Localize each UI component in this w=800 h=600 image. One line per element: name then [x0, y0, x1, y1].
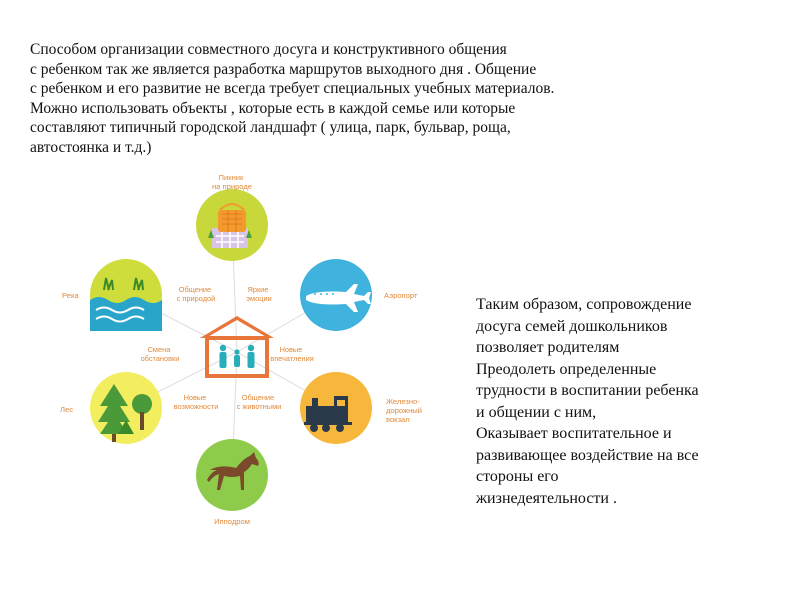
hippodrome-node: [196, 439, 268, 526]
forest-node: [60, 372, 162, 444]
conclusion-line: жизнедеятельности .: [476, 489, 617, 507]
intro-line: составляют типичный городской ландшафт ( улица, парк, бульвар, роща,: [30, 119, 511, 136]
conclusion-line: развивающее воздействие на все: [476, 446, 699, 464]
intro-line: Способом организации совместного досуга и конструктивного общения: [30, 41, 507, 58]
intro-line: Можно использовать объекты , которые есть в каждой семье или которые: [30, 99, 516, 117]
intro-line: автостоянка и т.д.): [30, 138, 152, 156]
conclusion-line: Таким образом, сопровождение: [476, 296, 692, 313]
benefit-emotions-label: Яркие эмоции: [246, 285, 272, 303]
railway-label: Железно- дорожный вокзал: [386, 397, 422, 424]
airport-node: [300, 259, 418, 331]
conclusion-line: стороны его: [476, 468, 559, 485]
railway-node: [300, 372, 424, 444]
intro-line: с ребенком и его развитие не всегда требует специальных учебных материалов.: [30, 80, 555, 97]
forest-label: Лес: [60, 405, 74, 414]
benefit-scenery-label: Смена обстановки: [140, 345, 180, 363]
river-label: Река: [62, 291, 79, 300]
conclusion-line: позволяет родителям: [476, 339, 620, 356]
benefit-opportunities-label: Новые возможности: [173, 393, 219, 411]
picnic-node: [196, 173, 268, 261]
picnic-label: Пикник на природе: [211, 173, 253, 191]
airport-label: Аэропорт: [384, 291, 418, 300]
conclusion-paragraph: [476, 294, 776, 509]
conclusion-line: Оказывает воспитательное и: [476, 425, 672, 442]
conclusion-line: и общении с ним,: [476, 403, 597, 421]
benefit-nature-label: Общение с природой: [176, 285, 216, 303]
benefit-impressions-label: Новые впечатления: [270, 345, 314, 363]
hippodrome-label: Ипподром: [214, 517, 250, 526]
conclusion-line: трудности в воспитании ребенка: [476, 382, 699, 399]
conclusion-line: досуга семей дошкольников: [476, 317, 668, 335]
benefit-animals-label: Общение с животными: [236, 393, 282, 411]
river-node: [62, 259, 162, 331]
intro-line: с ребенком так же является разработка маршрутов выходного дня . Общение: [30, 60, 537, 78]
conclusion-line: Преодолеть определенные: [476, 360, 657, 378]
